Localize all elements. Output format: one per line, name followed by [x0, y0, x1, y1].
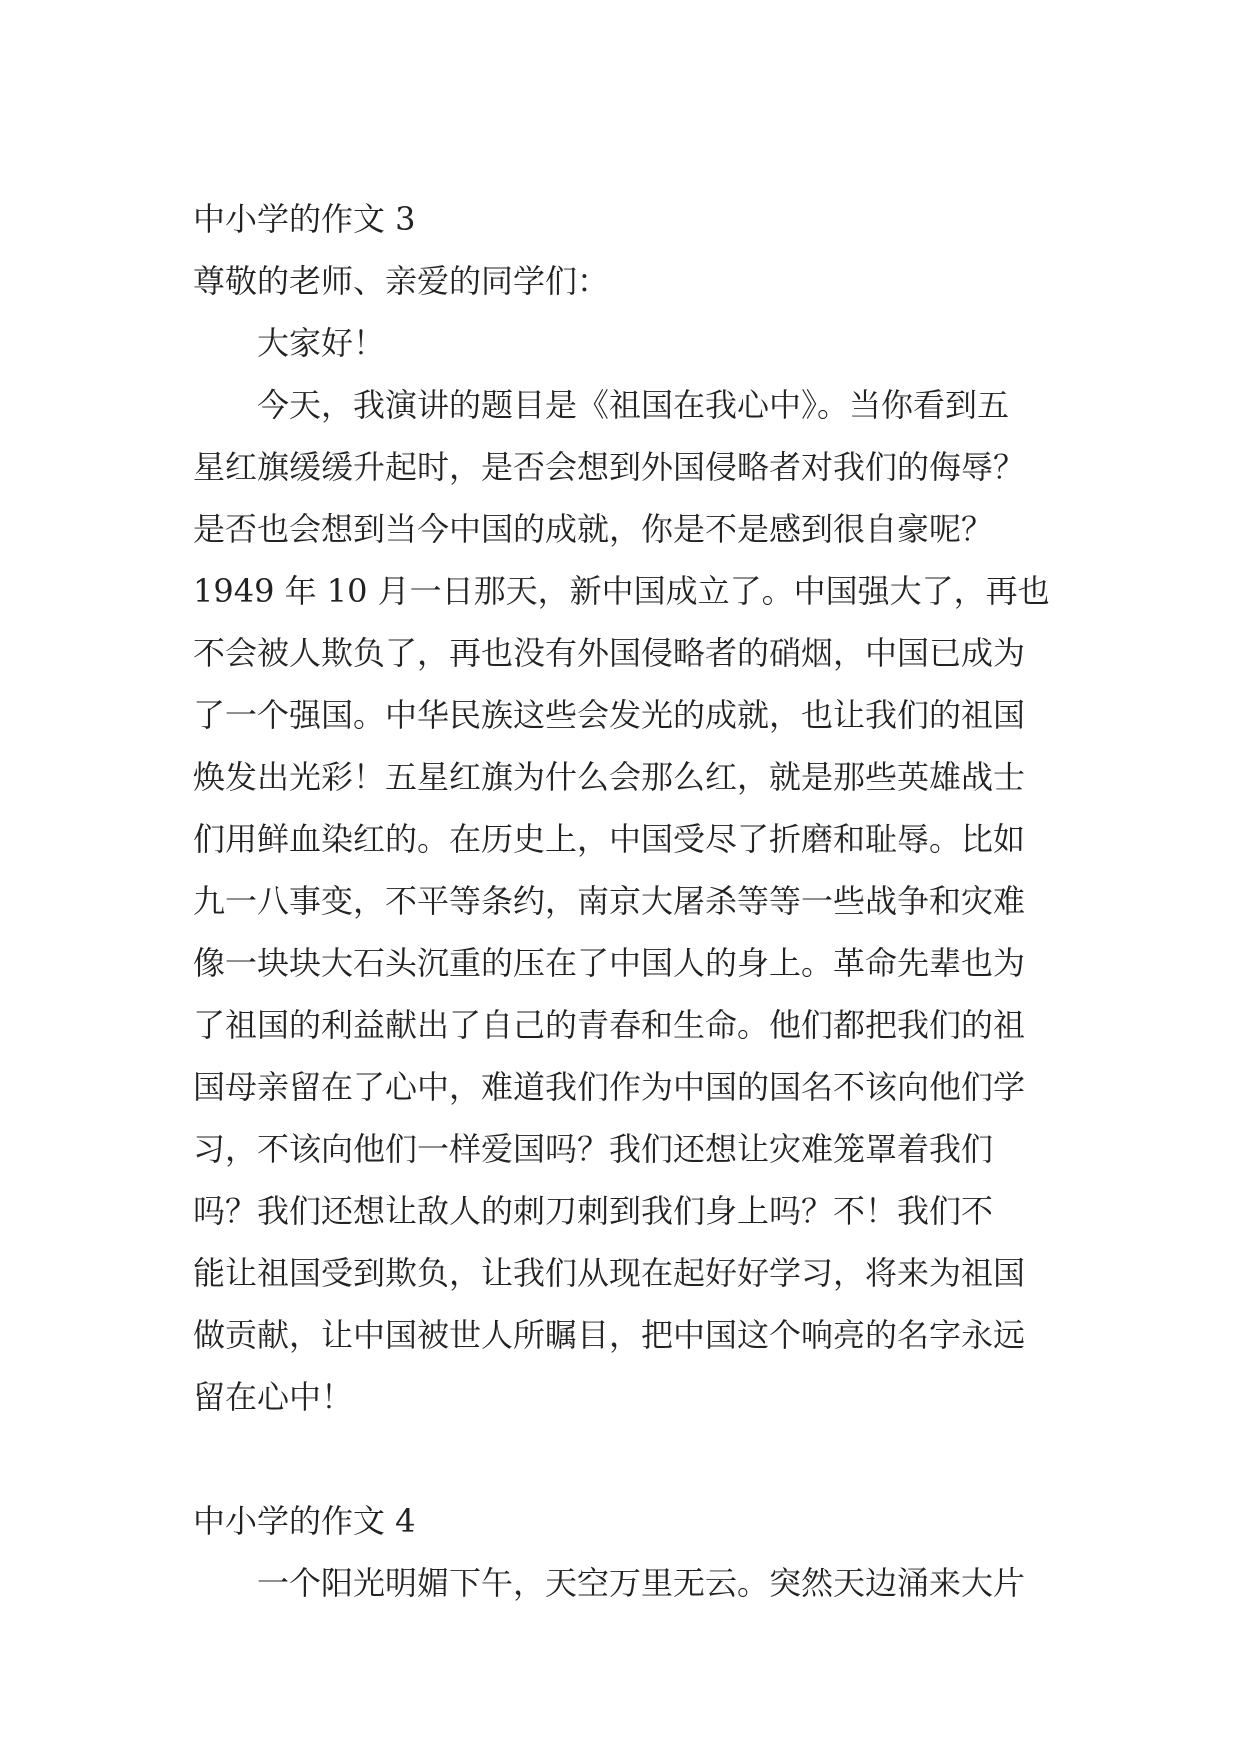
essay-3-title: 中小学的作文 3 — [193, 200, 416, 238]
paragraph-line: 能让祖国受到欺负，让我们从现在起好好学习，将来为祖国 — [193, 1254, 1026, 1292]
paragraph-line: 了一个强国。中华民族这些会发光的成就，也让我们的祖国 — [193, 696, 1026, 734]
essay-3-paragraph — [193, 374, 1053, 1428]
paragraph-line: 今天，我演讲的题目是《祖国在我心中》。当你看到五 — [257, 386, 1010, 424]
section-spacer — [193, 1428, 1053, 1490]
paragraph-line: 做贡献，让中国被世人所瞩目，把中国这个响亮的名字永远 — [193, 1316, 1026, 1354]
essay-4-paragraph — [193, 1552, 1053, 1614]
paragraph-line: 星红旗缓缓升起时，是否会想到外国侵略者对我们的侮辱？ — [193, 448, 1026, 486]
essay-3-greeting: 大家好！ — [257, 324, 386, 362]
paragraph-line: 国母亲留在了心中，难道我们作为中国的国名不该向他们学 — [193, 1068, 1026, 1106]
paragraph-line: 留在心中！ — [193, 1378, 354, 1416]
paragraph-line: 不会被人欺负了，再也没有外国侵略者的硝烟，中国已成为 — [193, 634, 1026, 672]
paragraph-line: 一个阳光明媚下午，天空万里无云。突然天边涌来大片 — [257, 1564, 1026, 1602]
paragraph-line: 像一块块大石头沉重的压在了中国人的身上。革命先辈也为 — [193, 944, 1026, 982]
paragraph-line: 1949 年 10 月一日那天，新中国成立了。中国强大了，再也 — [193, 572, 1050, 610]
essay-4-title: 中小学的作文 4 — [193, 1502, 416, 1540]
paragraph-line: 习，不该向他们一样爱国吗？我们还想让灾难笼罩着我们 — [193, 1130, 994, 1168]
paragraph-line: 九一八事变，不平等条约，南京大屠杀等等一些战争和灾难 — [193, 882, 1026, 920]
essay-3-salutation: 尊敬的老师、亲爱的同学们： — [193, 262, 610, 300]
paragraph-line: 是否也会想到当今中国的成就，你是不是感到很自豪呢？ — [193, 510, 994, 548]
paragraph-line: 了祖国的利益献出了自己的青春和生命。他们都把我们的祖 — [193, 1006, 1026, 1044]
paragraph-line: 们用鲜血染红的。在历史上，中国受尽了折磨和耻辱。比如 — [193, 820, 1026, 858]
paragraph-line: 焕发出光彩！五星红旗为什么会那么红，就是那些英雄战士 — [193, 758, 1026, 796]
paragraph-line: 吗？我们还想让敌人的刺刀刺到我们身上吗？不！我们不 — [193, 1192, 994, 1230]
document-body — [193, 188, 1053, 1614]
